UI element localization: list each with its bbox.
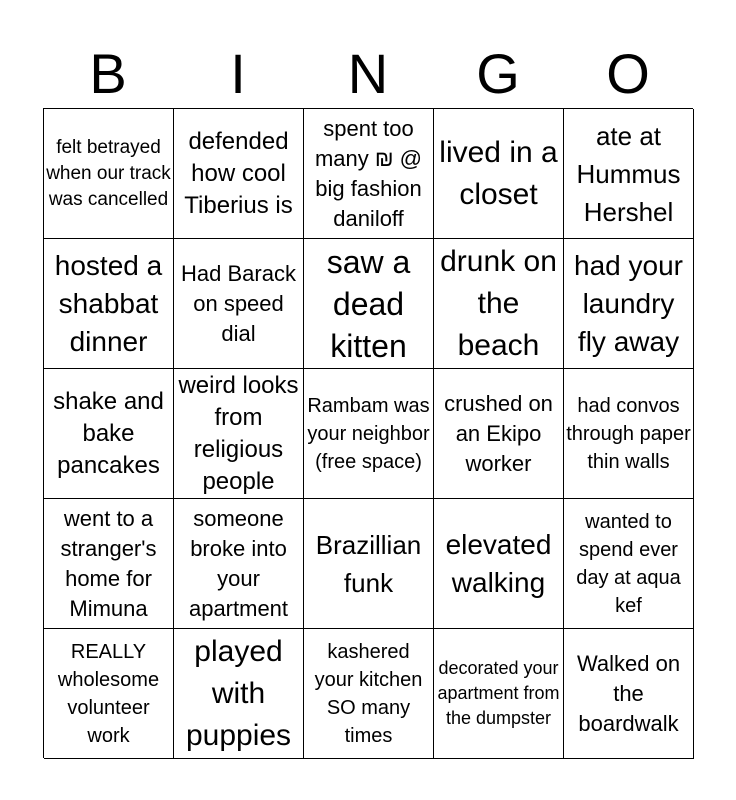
cell-text: went to a stranger's home for Mimuna — [60, 505, 157, 621]
cell-text: wanted to spend ever day at aqua kef — [576, 510, 681, 617]
cell-text: lived in a closet — [439, 135, 558, 211]
cell-text: shake and bake pancakes — [53, 387, 164, 479]
bingo-cell-b1[interactable] — [44, 109, 174, 239]
bingo-cell-n2[interactable] — [304, 239, 434, 369]
cell-text: elevated walking — [445, 528, 552, 598]
bingo-cell-o2[interactable] — [564, 239, 694, 369]
bingo-cell-i3[interactable] — [174, 369, 304, 499]
header-letter-o: O — [606, 42, 650, 105]
cell-text: felt betrayed when our track was cancelled — [46, 136, 171, 210]
bingo-cell-g3[interactable] — [434, 369, 564, 499]
bingo-cell-i1[interactable] — [174, 109, 304, 239]
cell-text: Rambam was your neighbor (free space) — [307, 394, 430, 473]
cell-text: hosted a shabbat dinner — [54, 249, 163, 357]
header-letter-i: I — [230, 42, 246, 105]
cell-text: saw a dead kitten — [326, 243, 411, 364]
cell-text: spent too many ₪ @ big fashion daniloff — [314, 115, 423, 231]
cell-text: Brazillian funk — [315, 529, 422, 598]
bingo-cell-o5[interactable] — [564, 629, 694, 759]
bingo-cell-n4[interactable] — [304, 499, 434, 629]
bingo-cell-o3[interactable] — [564, 369, 694, 499]
bingo-cell-i4[interactable] — [174, 499, 304, 629]
cell-text: crushed on an Ekipo worker — [444, 390, 553, 476]
bingo-header — [43, 40, 693, 108]
cell-text: REALLY wholesome volunteer work — [57, 640, 160, 747]
bingo-cell-g1[interactable] — [434, 109, 564, 239]
cell-text: defended how cool Tiberius is — [184, 127, 293, 219]
bingo-cell-o4[interactable] — [564, 499, 694, 629]
bingo-cell-b5[interactable] — [44, 629, 174, 759]
cell-text: weird looks from religious people — [178, 371, 299, 495]
cell-text: drunk on the beach — [440, 244, 557, 362]
bingo-cell-g4[interactable] — [434, 499, 564, 629]
cell-text: decorated your apartment from the dumpster — [437, 658, 560, 728]
header-letter-g: G — [476, 42, 520, 105]
bingo-cell-b3[interactable] — [44, 369, 174, 499]
bingo-cell-g2[interactable] — [434, 239, 564, 369]
bingo-cell-b2[interactable] — [44, 239, 174, 369]
cell-text: Walked on the boardwalk — [576, 650, 681, 736]
bingo-cell-o1[interactable] — [564, 109, 694, 239]
cell-text: someone broke into your apartment — [188, 505, 289, 621]
cell-text: played with puppies — [185, 634, 292, 752]
bingo-cell-i2[interactable] — [174, 239, 304, 369]
bingo-grid — [43, 108, 693, 758]
bingo-cell-b4[interactable] — [44, 499, 174, 629]
bingo-cell-n5[interactable] — [304, 629, 434, 759]
cell-text: kashered your kitchen SO many times — [314, 640, 423, 747]
bingo-cell-g5[interactable] — [434, 629, 564, 759]
header-letter-b: B — [89, 42, 127, 105]
header-letter-n: N — [347, 42, 389, 105]
bingo-cell-n3[interactable] — [304, 369, 434, 499]
bingo-cell-n1[interactable] — [304, 109, 434, 239]
cell-text: Had Barack on speed dial — [181, 260, 296, 346]
cell-text: had convos through paper thin walls — [566, 394, 691, 473]
bingo-cell-i5[interactable] — [174, 629, 304, 759]
cell-text: ate at Hummus Hershel — [576, 120, 681, 227]
cell-text: had your laundry fly away — [574, 249, 683, 357]
